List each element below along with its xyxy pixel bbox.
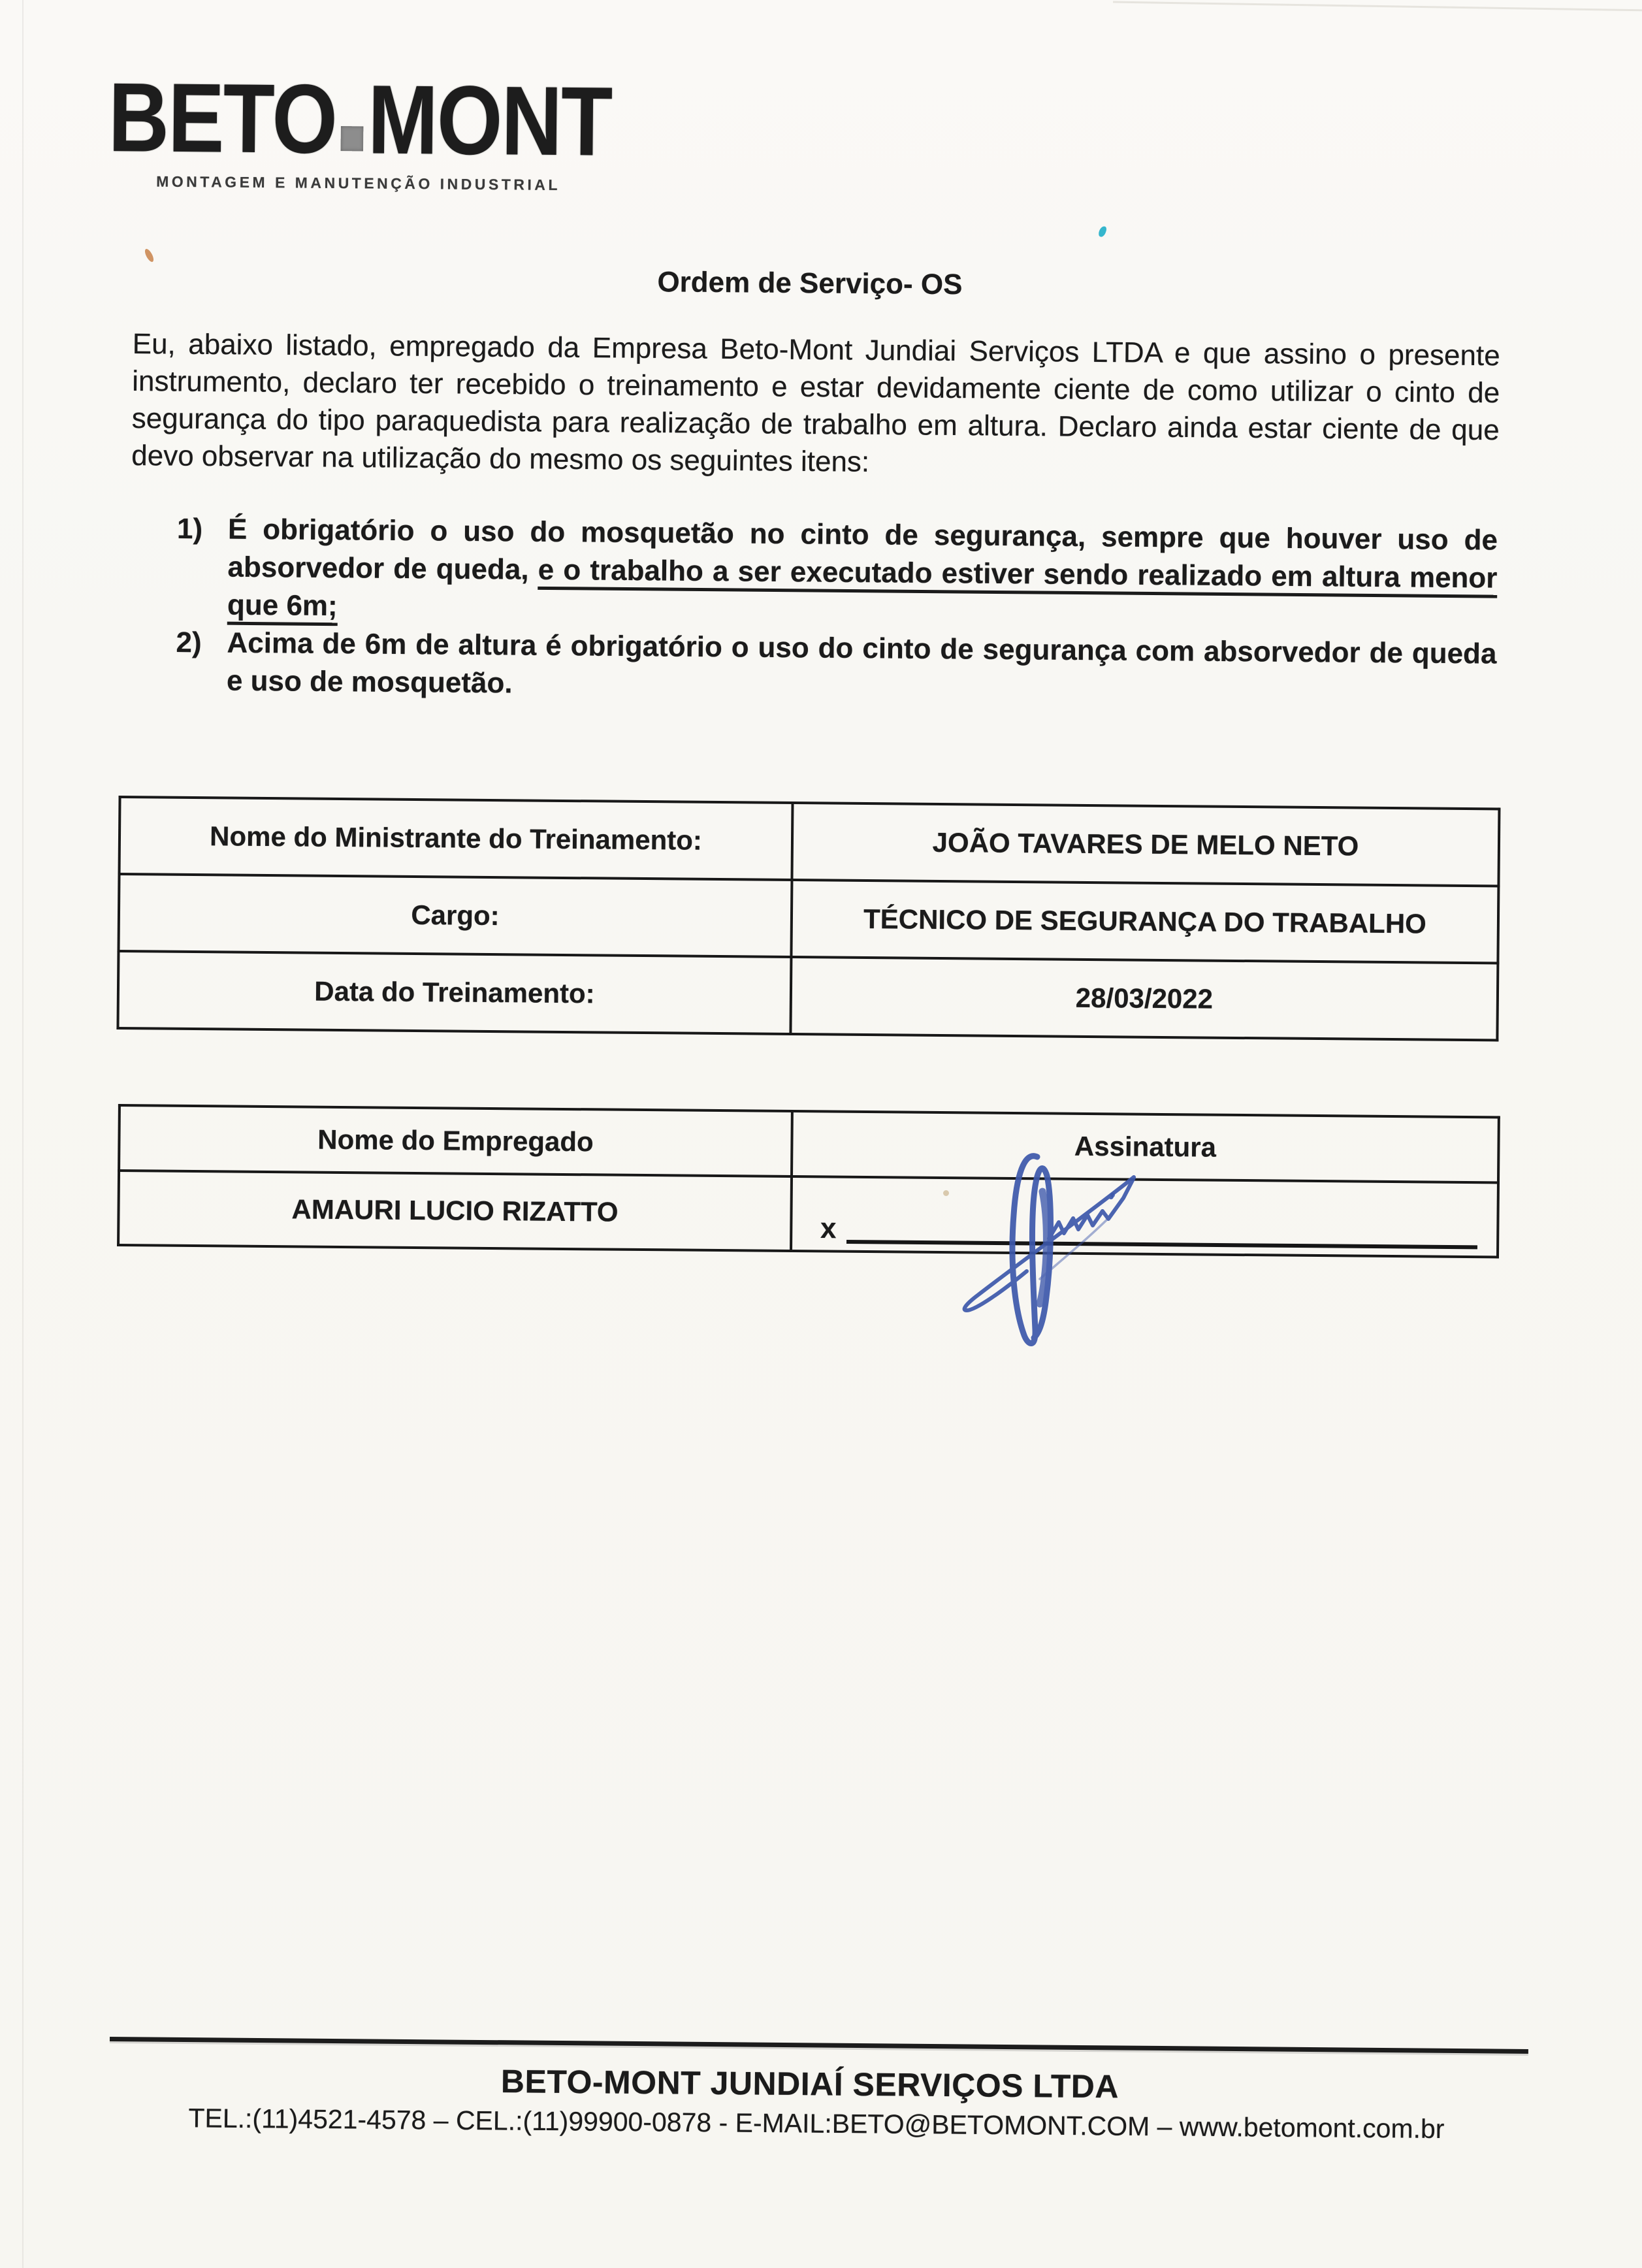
employee-name-value: AMAURI LUCIO RIZATTO (118, 1171, 792, 1251)
trainer-name-value: JOÃO TAVARES DE MELO NETO (792, 803, 1499, 886)
table-header-row (119, 1105, 1499, 1182)
logo-word-beto: BETO (108, 62, 337, 174)
scan-edge-artifact (1113, 1, 1642, 12)
rules-list (176, 510, 1498, 711)
trainer-role-value: TÉCNICO DE SEGURANÇA DO TRABALHO (791, 880, 1498, 963)
logo-dot-icon (341, 126, 364, 151)
table-row (118, 951, 1498, 1040)
employee-signature (927, 1135, 1150, 1357)
training-date-value: 28/03/2022 (790, 957, 1498, 1040)
ink-speck (1097, 225, 1107, 238)
list-item-number: 2) (176, 626, 202, 659)
list-item-text: É obrigatório o uso do mosquetão no cinto de segurança, sempre que houver uso de absorvedor de queda, (227, 513, 1498, 586)
employee-name-header: Nome do Empregado (119, 1105, 792, 1176)
list-item-number: 1) (176, 513, 203, 545)
list-item (176, 624, 1497, 711)
signature-strokes (965, 1156, 1134, 1344)
trainer-name-label: Nome do Ministrante do Treinamento: (120, 797, 793, 880)
page-title: Ordem de Serviço- OS (657, 266, 963, 301)
company-logo (108, 62, 696, 194)
logo-tagline: MONTAGEM E MANUTENÇÃO INDUSTRIAL (156, 172, 561, 194)
footer-divider (110, 2037, 1528, 2054)
table-row (118, 874, 1498, 963)
declaration-paragraph: Eu, abaixo listado, empregado da Empresa Beto-Mont Jundiai Serviços LTDA e que assino o presente instrumento, declaro ter recebido o treinamento e estar devidamente ciente de como utilizar o cinto de segurança do tipo paraquedista para realização de trabalho em altura. Declaro ainda estar ciente de que devo observar na utilização do mesmo os seguintes itens: (131, 328, 1500, 478)
footer-company-name: BETO-MONT JUNDIAÍ SERVIÇOS LTDA (500, 2063, 1119, 2105)
training-date-label: Data do Treinamento: (118, 951, 791, 1034)
logo-word-mont: MONT (367, 64, 612, 176)
trainer-role-label: Cargo: (118, 874, 792, 957)
signature-header: Assinatura (792, 1111, 1499, 1182)
ink-speck (143, 248, 155, 263)
logo-wordmark (108, 62, 614, 176)
employee-signature-table (117, 1104, 1500, 1258)
list-item-underlined-text: e o trabalho a ser executado estiver sendo realizado em altura menor que 6m; (227, 554, 1498, 626)
scan-left-edge-artifact (22, 0, 24, 2268)
list-item-text: Acima de 6m de altura é obrigatório o uso do cinto de segurança com absorvedor de queda e uso de mosquetão. (226, 626, 1497, 700)
footer-contact-line: TEL.:(11)4521-4578 – CEL.:(11)99900-0878 - E-MAIL:BETO@BETOMONT.COM – www.betomont.com.br (188, 2103, 1445, 2145)
signature-x-mark: x (820, 1212, 837, 1245)
list-item (176, 510, 1498, 636)
table-row (120, 797, 1500, 886)
training-info-table (116, 796, 1500, 1041)
